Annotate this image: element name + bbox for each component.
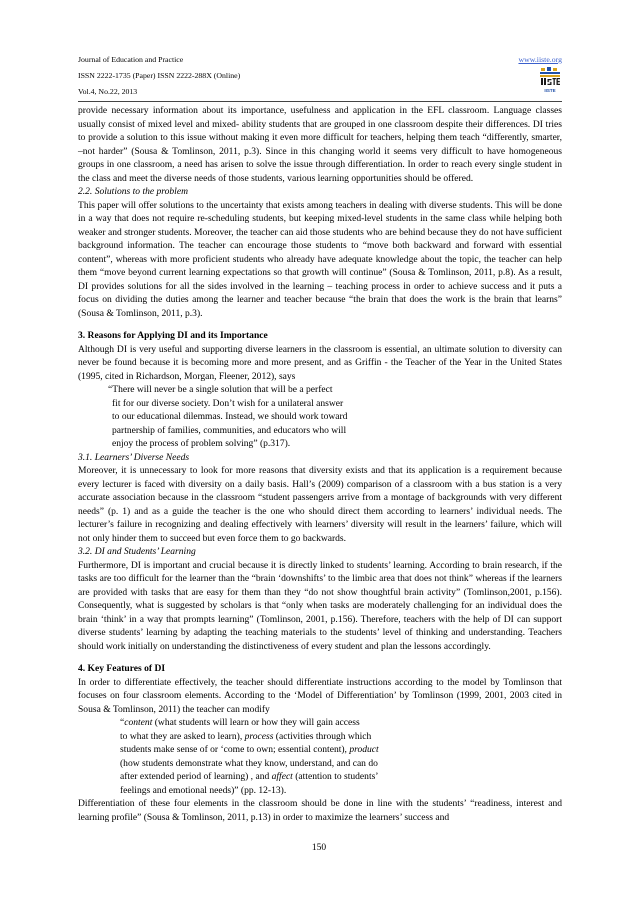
page-number: 150 (311, 843, 327, 853)
page-header (78, 52, 562, 98)
header-divider (78, 101, 562, 102)
section-heading-3: 3. Reasons for Applying DI and its Importance (78, 330, 268, 341)
quote-line: feelings and emotional needs)” (pp. 12-13). (120, 784, 287, 796)
block-quote-griffin (78, 383, 562, 451)
paragraph: Moreover, it is unnecessary to look for more reasons that diversity exists and that its application is a requirement because every lecturer is faced with diversity on a daily basis. Hall’s (2009) comparison of a classroom with a bus station is a very accurate association because in the classroom “student passengers arrive from a montage of backgrounds with very different needs” (p. 1) and as a guide the teacher is the one who should direct them according to learners’ individual needs. The lecturer’s failure in recognizing and dealing effectively with learners’ diversity will result in the learners’ failure, which will not only hinder them to succeed but even force them to go backwards. (78, 465, 562, 544)
quote-line: partnership of families, communities, and educators who will (112, 424, 347, 436)
quote-line: fit for our diverse society. Don’t wish for a unilateral answer (112, 397, 344, 409)
issn-line: ISSN 2222-1735 (Paper) ISSN 2222-288X (Online) (78, 71, 241, 80)
journal-link-block (518, 52, 562, 68)
paragraph: Furthermore, DI is important and crucial because it is directly linked to students’ learning. According to brain research, if the tasks are too difficult for the learner than the “brain ‘downshifts’ to the limbic area that does not think” whereas if the learners are provided with tasks that are easy for them than they “do not show thoughtful brain activity” (Tomlinson,2001, p.156). Consequently, what is suggested by scholars is that “only when tasks are moderately challenging for an individual does the brain ‘think’ in a way that prompts learning” (Tomlinson, 2001, p.156). Therefore, teachers with the help of DI can support diverse students’ learning by adapting the teaching materials to the students’ level of thinking and understanding. Teachers should work initially on understanding the distinctiveness of every student and plan the lessons accordingly. (78, 559, 562, 652)
logo-text: IISTE (544, 88, 556, 93)
journal-info (78, 52, 240, 100)
paragraph: Although DI is very useful and supporting diverse learners in the classroom is essential, an ultimate solution to diversity can never be found because it is becoming more and more present, and as Griffin - the Teacher of the Year in the United States (1995, cited in Richardson, Morgan, Fleener, 2012), says (78, 343, 562, 382)
volume-line: Vol.4, No.22, 2013 (78, 87, 138, 96)
journal-website-link[interactable]: www.iiste.org (518, 55, 562, 64)
quote-line: to what they are asked to learn), process (activities through which (120, 730, 372, 742)
subsection-heading-3-1: 3.1. Learners’ Diverse Needs (78, 451, 190, 463)
quote-line: (how students demonstrate what they know, understand, and can do (120, 757, 378, 769)
quote-line: “There will never be a single solution that will be a perfect (108, 384, 333, 395)
block-quote-tomlinson (78, 716, 562, 797)
subsection-heading-3-2: 3.2. DI and Students’ Learning (78, 546, 196, 557)
article-body (78, 104, 562, 824)
quote-line: enjoy the process of problem solving” (p.317). (112, 438, 291, 449)
quote-line: “content (what students will learn or how they will gain access (120, 717, 360, 728)
quote-line: to our educational dilemmas. Instead, we should work toward (112, 411, 348, 422)
paragraph: This paper will offer solutions to the uncertainty that exists among teachers in dealing with diverse students. This will be done in a way that does not require re-scheduling students, but keeping mixed-level students in the same class while helping both weaker and stronger students. Moreover, the teacher can aid those students who are behind because they do not have sufficient background information. The teacher can encourage those students to “move both backward and forward with essential content”, whereas with more proficient students who already have adequate knowledge about the topic, the teacher can help them “move beyond current learning expectations so that growth will continue” (Sousa & Tomlinson, 2011, p.8). As a result, DI provides solutions for all the sides involved in the learning – teaching process in order to achieve success and it puts a focus on dividing the duties among the learner and teacher because “the brain that does the work is the brain that learns” (Sousa & Tomlinson, 2011, p.3). (78, 199, 562, 319)
paragraph: In order to differentiate effectively, the teacher should differentiate instructions according to the model by Tomlinson that focuses on four classroom elements. According to the ‘Model of Differentiation’ by Tomlinson (1999, 2001, 2003 cited in Sousa & Tomlinson, 2011) the teacher can modify (78, 676, 562, 715)
journal-title: Journal of Education and Practice (78, 55, 184, 64)
section-heading-4: 4. Key Features of DI (78, 663, 166, 674)
paragraph: provide necessary information about its importance, usefulness and application in the EFL classroom. Language classes usually consist of mixed level and mixed- ability students that are grouped in one classroom despite their differences. DI tries to provide a solution to this issue without making it even more difficult for teachers, helping them teach “differently, smarter, –not harder” (Sousa & Tomlinson, 2011, p.3). Since in this changing world it seems very difficult to have homogeneous groups in one classroom, a need has arisen to solve the issue through differentiation. In order to reach every single student in the class and meet the diverse needs of those students, various learning opportunities should be offered. (78, 105, 562, 184)
paragraph: Differentiation of these four elements in the classroom should be done in line with the students’ “readiness, interest and learning profile” (Sousa & Tomlinson, 2011, p.13) in order to maximize the learners’ success and (78, 798, 562, 823)
quote-line: after extended period of learning) , and affect (attention to students’ (120, 771, 379, 782)
subsection-heading-2-2: 2.2. Solutions to the problem (78, 186, 188, 197)
iiste-logo-icon (538, 67, 562, 95)
quote-line: students make sense of or ‘come to own; essential content), product (120, 744, 379, 755)
